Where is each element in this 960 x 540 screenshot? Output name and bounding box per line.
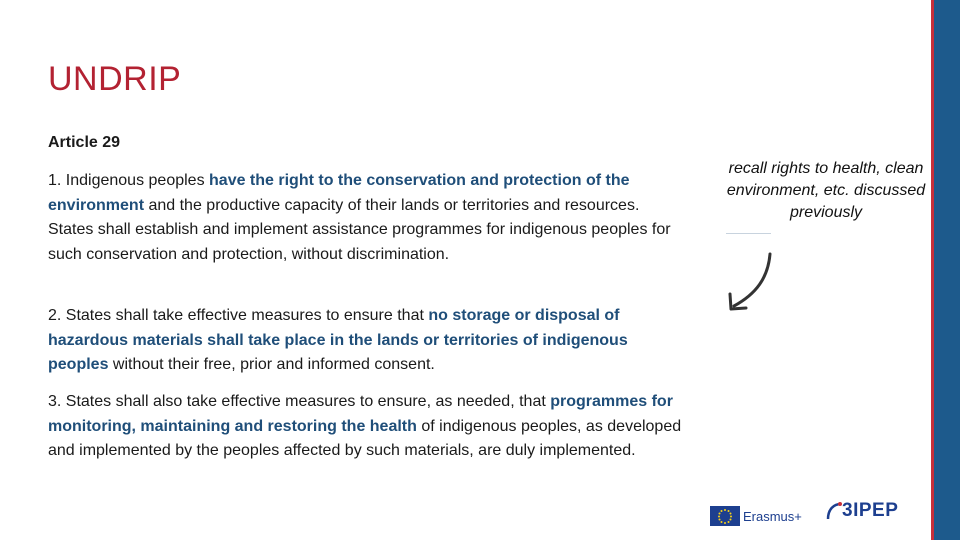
paragraph-2 [48, 304, 688, 378]
paragraph-1-highlight: have the right to the conservation and protection of the environment [48, 172, 630, 214]
ipep-logo-text: 3IPEP [842, 500, 899, 521]
paragraph-3-text: 3. States shall also take effective measures to ensure, as needed, that [48, 393, 551, 410]
side-note: recall rights to health, clean environment, etc. discussed previously [726, 160, 926, 221]
article-label: Article 29 [48, 134, 121, 151]
slide-title: UNDRIP [48, 60, 182, 98]
paragraph-1-text: 1. Indigenous peoples [48, 172, 210, 189]
paragraph-1-text: and the productive capacity of their lands or territories and resources. States shall establish and implement assistance programmes for indigenous peoples for such conservation and protection, without discrimination. [48, 196, 671, 263]
erasmus-logo [710, 506, 802, 526]
curved-arrow-icon [720, 248, 780, 318]
paragraph-2-text: 2. States shall take effective measures to ensure that [48, 307, 429, 324]
sidebar-bar [934, 0, 960, 540]
paragraph-1 [48, 169, 688, 267]
note-underline [726, 233, 771, 234]
paragraph-2-text: without their free, prior and informed consent. [108, 356, 435, 373]
paragraph-3 [48, 390, 688, 464]
paragraph-2-highlight: no storage or disposal of hazardous materials shall take place in the lands or territories of indigenous peoples [48, 307, 628, 373]
ipep-logo [826, 500, 898, 522]
paragraph-3-highlight: programmes for monitoring, maintaining and restoring the health [48, 393, 673, 435]
erasmus-logo-text: Erasmus+ [743, 508, 802, 524]
paragraph-3-text: of indigenous peoples, as developed and implemented by the peoples affected by such materials, are duly implemented. [48, 417, 682, 459]
eu-flag-icon [710, 506, 740, 526]
ipep-swoosh-icon [826, 501, 842, 521]
